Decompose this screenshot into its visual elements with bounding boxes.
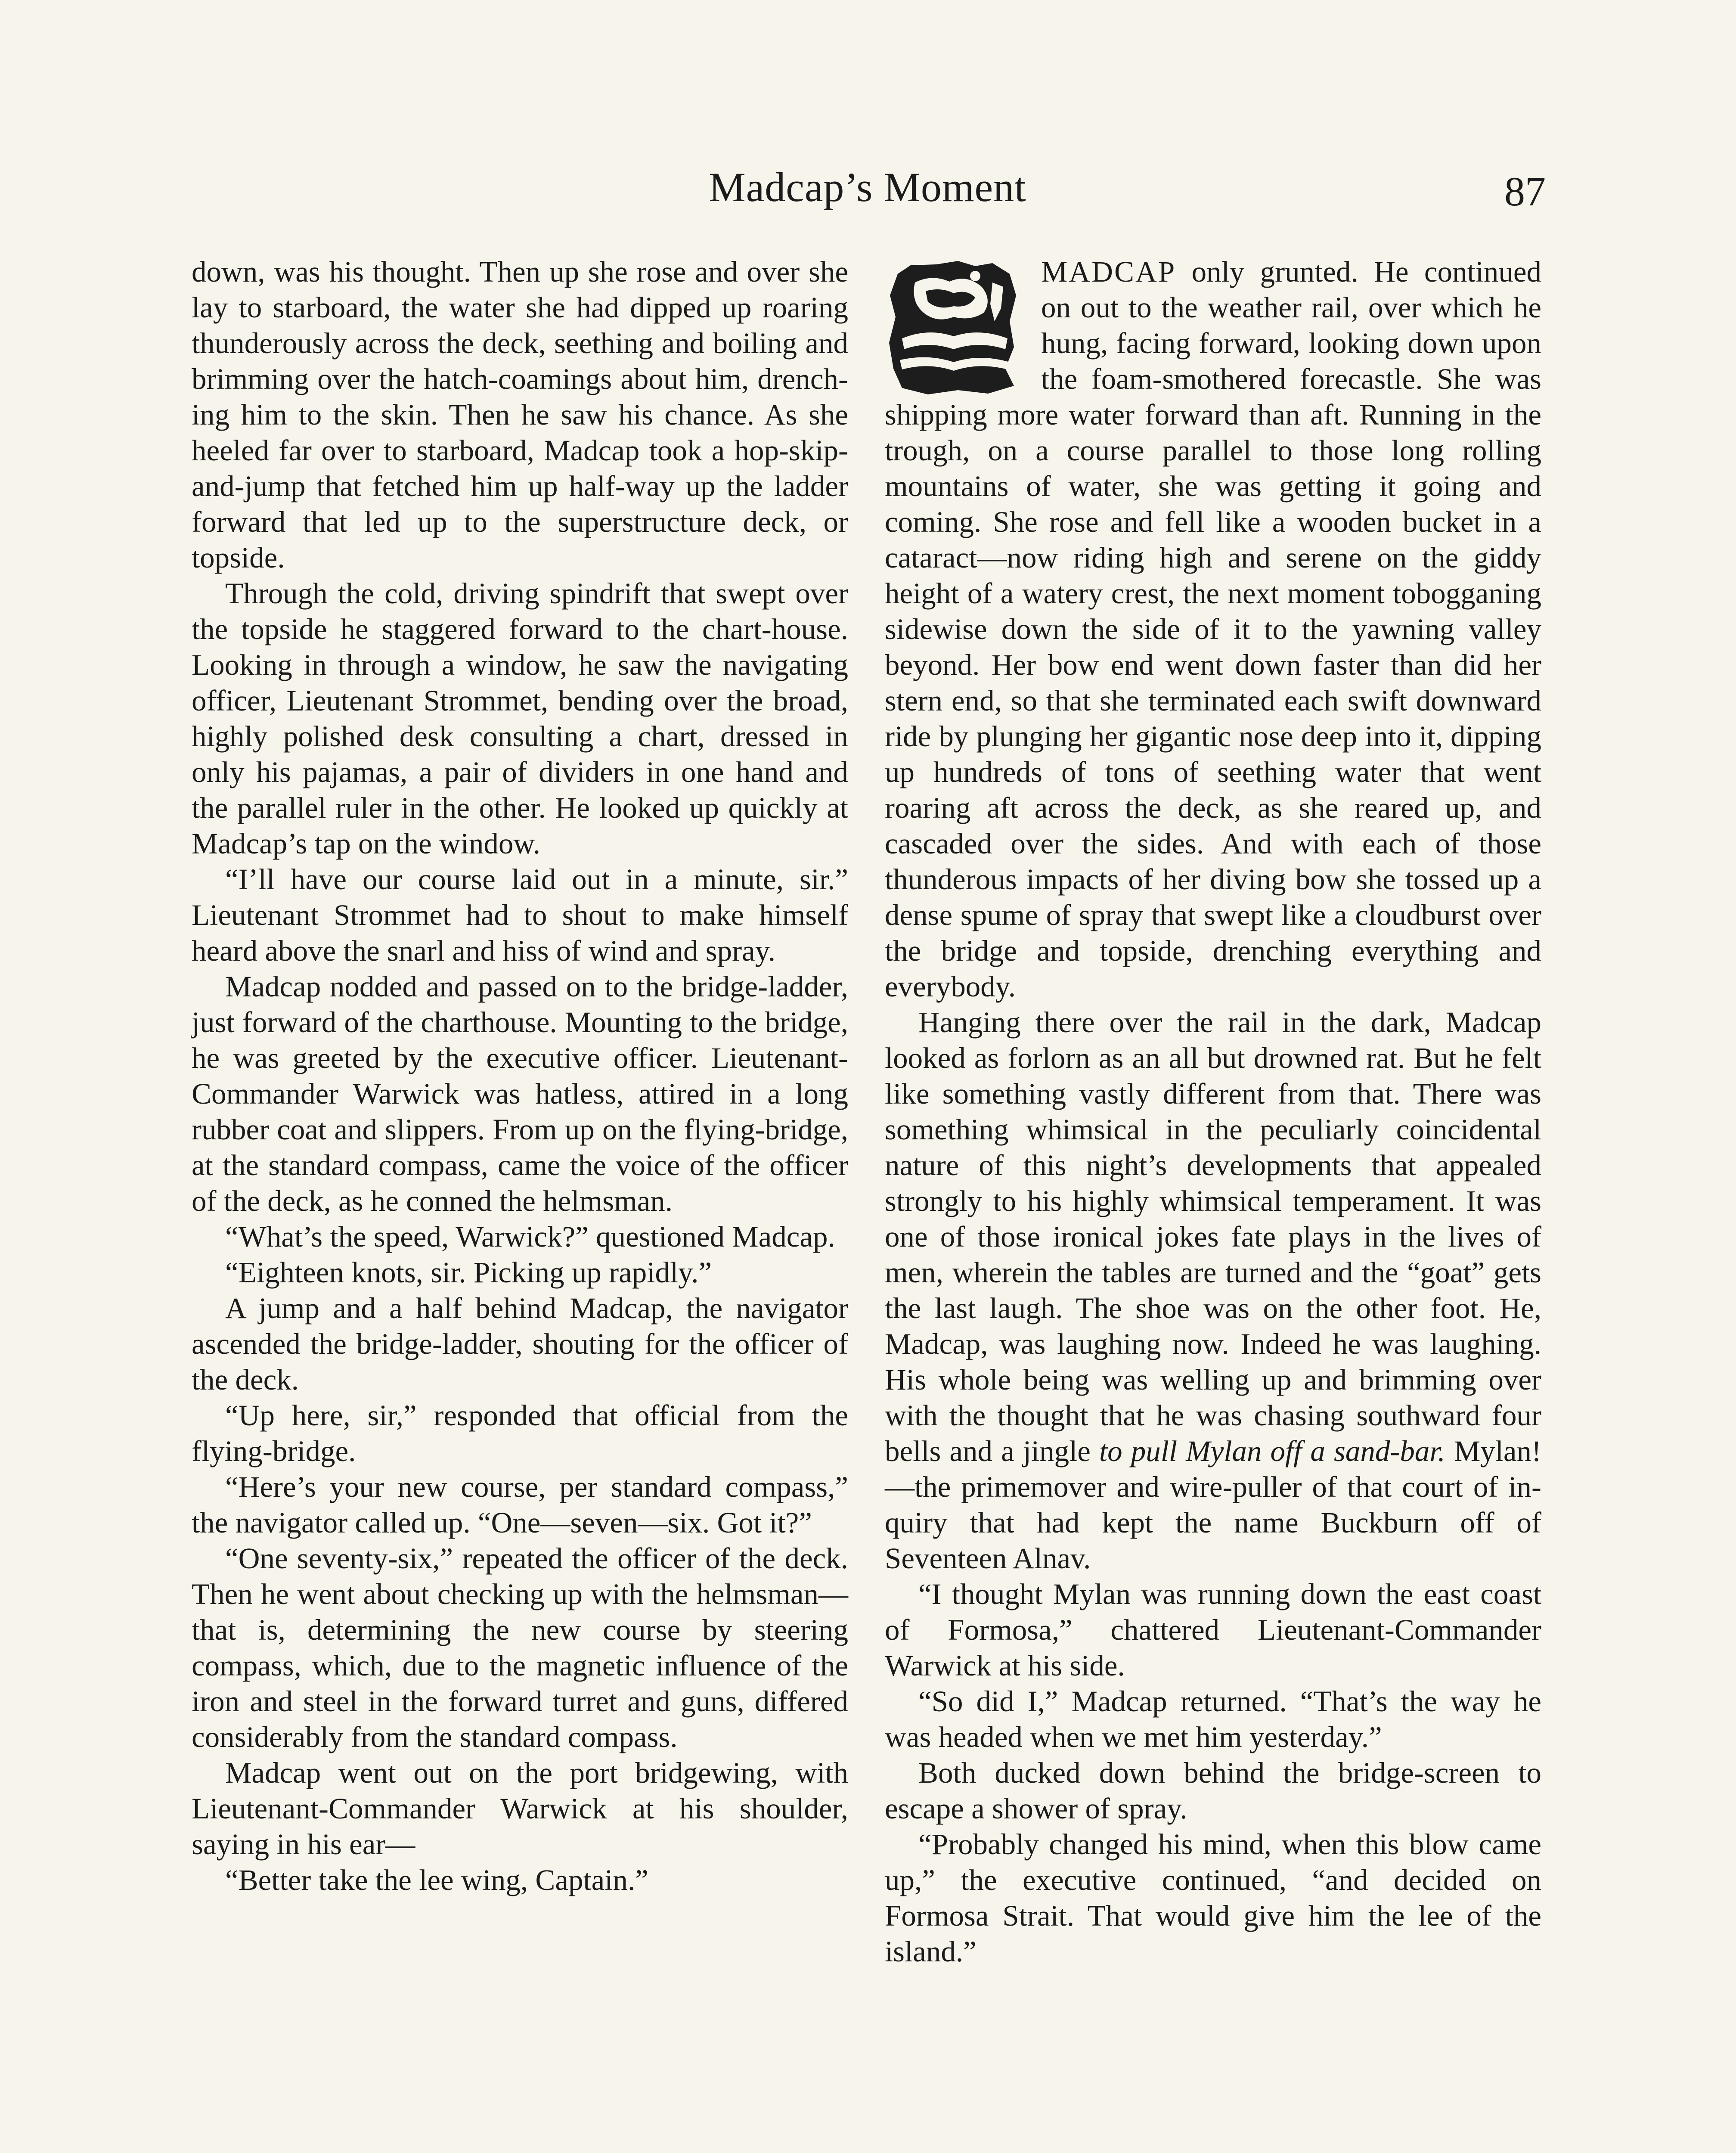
- paragraph: “I’ll have our course laid out in a minute, sir.” Lieutenant Strommet had to shout to make himself heard above the snarl and hiss of wind and spray.: [192, 863, 848, 967]
- paragraph: “Probably changed his mind, when this blow came up,” the executive continued, “and decided on Formosa Strait. That would give him the lee of the island.”: [885, 1828, 1541, 1968]
- lead-in-word: MADCAP: [1041, 255, 1176, 288]
- paragraph-text: only grunted. He continued on out to the weather rail, over which he hung, facing forward, looking down upon the foam-smothered forecastle. She was shipping more water forward than aft. Running in the trough, on a course parallel to those long rolling mountains of water, she was getting it going and coming. She rose and fell like a wooden bucket in a cataract—now riding high and serene on the giddy height of a watery crest, the next moment tobogganing sidewise down the side of it to the yawning valley beyond. Her bow end went down faster than did her stern end, so that she terminated each swift downward ride by plunging her gigantic nose deep into it, dipping up hundreds of tons of seething water that went roaring aft across the deck, as she reared up, and cascaded over the sides. And with each of those thunderous impacts of her diving bow she tossed up a dense spume of spray that swept like a cloudburst over the bridge and topside, drenching everything and everybody.: [885, 255, 1541, 1003]
- paragraph: “So did I,” Madcap returned. “That’s the way he was headed when we met him yesterday.”: [885, 1685, 1541, 1753]
- paragraph: “Eighteen knots, sir. Picking up rapidly.”: [225, 1256, 712, 1289]
- running-head: [189, 161, 1546, 213]
- paragraph: “I thought Mylan was running down the east coast of Formosa,” chattered Lieutenant-Commander Warwick at his side.: [885, 1578, 1541, 1682]
- paragraph: Both ducked down behind the bridge-screen to escape a shower of spray.: [885, 1756, 1541, 1825]
- italic-phrase: to pull Mylan off a sand-bar.: [1099, 1435, 1445, 1467]
- paragraph: “Better take the lee wing, Captain.”: [225, 1864, 648, 1896]
- opening-paragraph: [885, 254, 1541, 1005]
- paragraph: Madcap nodded and passed on to the bridge-ladder, just forward of the charthouse. Mounting to the bridge, he was greeted by the executive officer. Lieutenant-Commander Warwick was hatless, attired in a long rubber coat and slippers. From up on the flying-bridge, at the standard compass, came the voice of the officer of the deck, as he conned the helmsman.: [192, 970, 848, 1217]
- running-title: Madcap’s Moment: [709, 164, 1026, 210]
- paragraph: “One seventy-six,” repeated the officer of the deck. Then he went about checking up with the helmsman—that is, determining the new course by steering compass, which, due to the magnetic influence of the iron and steel in the forward turret and guns, differed considerably from the standard compass.: [192, 1542, 848, 1753]
- paragraph: Madcap went out on the port bridgewing, with Lieutenant-Commander Warwick at his shoulder, saying in his ear—: [192, 1756, 848, 1861]
- paragraph: A jump and a half behind Madcap, the navigator ascended the bridge-ladder, shouting for the officer of the deck.: [192, 1292, 848, 1396]
- paragraph: “Up here, sir,” responded that official from the flying-bridge.: [192, 1399, 848, 1467]
- paragraph: “What’s the speed, Warwick?” questioned Madcap.: [225, 1220, 835, 1253]
- left-column: [192, 254, 848, 1898]
- page-number: 87: [1504, 168, 1546, 214]
- paragraph: [885, 1005, 1541, 1576]
- paragraph: Through the cold, driving spindrift that swept over the topside he staggered forward to the chart-house. Looking in through a window, he saw the navigating officer, Lieutenant Strommet, bending over the broad, highly polished desk consulting a chart, dressed in only his pajamas, a pair of dividers in one hand and the parallel ruler in the other. He looked up quickly at Madcap’s tap on the window.: [192, 577, 848, 860]
- paragraph-text: Mylan!—the primemover and wire-puller of that court of inquiry that had kept the name Buckburn off of Seventeen Alnav.: [885, 1435, 1541, 1575]
- paragraph: down, was his thought. Then up she rose and over she lay to starboard, the water she had dipped up roaring thunderously across the deck, seething and boiling and brimming over the hatch-coamings about him, drenching him to the skin. Then he saw his chance. As she heeled far over to starboard, Madcap took a hop-skip-and-jump that fetched him up half-way up the ladder forward that led up to the superstructure deck, or topside.: [192, 255, 848, 574]
- paragraph-text: Hanging there over the rail in the dark, Madcap looked as forlorn as an all but drowned rat. But he felt like something vastly different from that. There was something whimsical in the peculiarly coincidental nature of this night’s developments that appealed strongly to his highly whimsical temperament. It was one of those ironical jokes fate plays in the lives of men, wherein the tables are turned and the “goat” gets the last laugh. The shoe was on the other foot. He, Madcap, was laughing now. Indeed he was laughing. His whole being was welling up and brimming over with the thought that he was chasing southward four bells and a jingle: [885, 1006, 1541, 1467]
- paragraph: “Here’s your new course, per standard compass,” the navigator called up. “One—seven—six. Got it?”: [192, 1470, 848, 1539]
- dropcap-illustration-icon: [885, 257, 1020, 397]
- right-column: [885, 254, 1541, 1970]
